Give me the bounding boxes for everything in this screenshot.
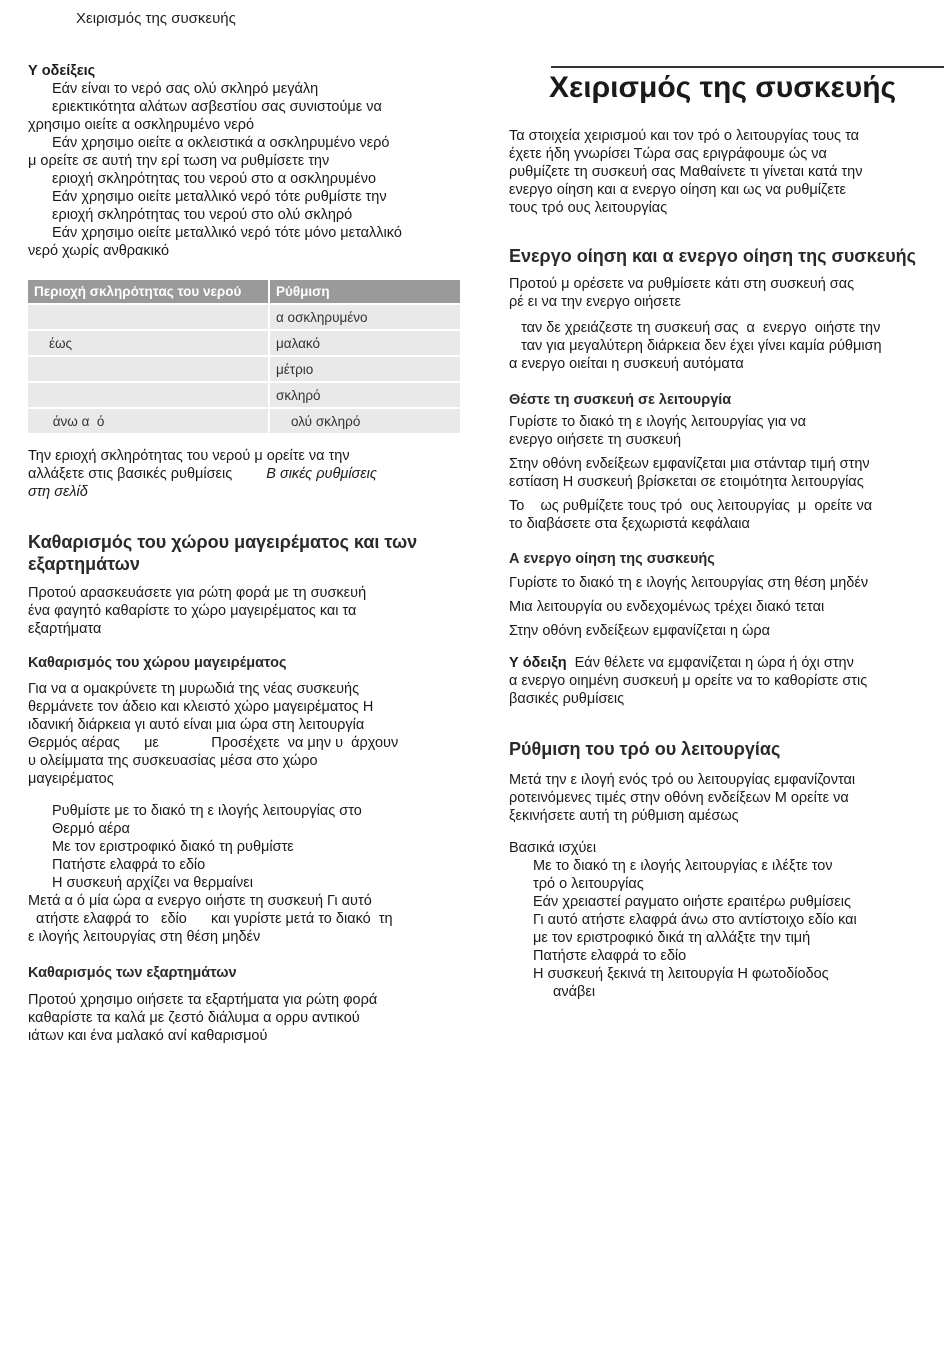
onoff-heading: Ενεργο οίηση και α ενεργο οίηση της συσκευής: [509, 246, 917, 266]
table-cell: άνω α ό: [28, 408, 269, 433]
right-column: [509, 62, 939, 1001]
hardness-note-line: Την εριοχή σκληρότητας του νερού μ ορείτε να την: [28, 448, 350, 464]
basic-label: Βασικά ισχύει: [509, 840, 597, 856]
hardness-table: [28, 280, 462, 433]
text-line: Μια λειτουργία ου ενδεχομένως τρέχει διακό τεται: [509, 599, 825, 615]
basic-settings-link[interactable]: Β σικές ρυθμίσεις: [266, 466, 377, 482]
text-line: ρυθμίζετε τη συσκευή σας Μαθαίνετε τι γίνεται κατά την: [509, 164, 863, 180]
note-line: Εάν είναι το νερό σας ολύ σκληρό μεγάλη: [52, 81, 319, 97]
tip-block: [509, 654, 939, 708]
text-line: υ ολείμματα της συσκευασίας μέσα στο χώρο: [28, 753, 318, 769]
step-line: τρό ο λειτουργίας: [533, 876, 644, 892]
oven-cleaning-heading: Καθαρισμός του χώρου μαγειρέματος: [28, 655, 287, 671]
running-header: Χειρισμός της συσκευής: [76, 10, 236, 27]
oven-cleaning-text: [28, 680, 462, 788]
text-line: καθαρίστε τα καλά με ζεστό διάλυμα α ορρυ αντικού: [28, 1010, 360, 1026]
text-line: Μετά α ό μία ώρα α ενεργο οιήστε τη συσκευή Γι αυτό: [28, 893, 372, 909]
note-line: εριοχή σκληρότητας του νερού στο ολύ σκληρό: [52, 207, 353, 223]
text-line: ξεκινήσετε αυτή τη ρύθμιση αμέσως: [509, 808, 739, 824]
step-line: Ρυθμίστε με το διακό τη ε ιλογής λειτουργίας στο: [52, 803, 362, 819]
hardness-note-text: αλλάξετε στις βασικές ρυθμίσεις: [28, 466, 233, 482]
switch-off-heading: Α ενεργο οίηση της συσκευής: [509, 551, 715, 567]
table-cell: α οσκληρυμένο: [269, 304, 461, 330]
text-line: τους τρό ους λειτουργίας: [509, 200, 668, 216]
table-header-area: Περιοχή σκληρότητας του νερού: [28, 280, 269, 304]
table-row: [28, 304, 461, 330]
text-line: Θερμός αέρας με Προσέχετε να μην υ άρχουν: [28, 735, 399, 751]
page-reference: στη σελίδ: [28, 484, 88, 500]
table-row: [28, 356, 461, 382]
text-line: Προτού μ ορέσετε να ρυθμίσετε κάτι στη συσκευή σας: [509, 276, 855, 292]
text-line: ροτεινόμενες τιμές στην οθόνη ενδείξεων Μ ορείτε να: [509, 790, 849, 806]
switch-on-modes-text: [509, 497, 939, 533]
table-cell: έως: [28, 330, 269, 356]
switch-on-heading: Θέστε τη συσκευή σε λειτουργία: [509, 392, 732, 408]
oven-cleaning-after: [28, 892, 462, 946]
table-cell: μέτριο: [269, 356, 461, 382]
note-line: χρησιμο οιείτε α οσκληρυμένο νερό: [28, 117, 255, 133]
table-row: [28, 382, 461, 408]
note-block: [28, 80, 462, 260]
text-line: α ενεργο οιείται η συσκευή αυτόματα: [509, 356, 744, 372]
note-line: εριοχή σκληρότητας του νερού στο α οσκληρυμένο: [52, 171, 377, 187]
step-line: Πατήστε ελαφρά το εδίο: [52, 857, 206, 873]
text-line: βασικές ρυθμίσεις: [509, 691, 625, 707]
text-line: ρέ ει να την ενεργο οιήσετε: [509, 294, 681, 310]
hardness-note-line: [28, 465, 462, 483]
text-line: α ενεργο οιημένη συσκευή μ ορείτε να το καθορίστε στις: [509, 673, 868, 689]
mode-heading: Ρύθμιση του τρό ου λειτουργίας: [509, 739, 781, 759]
note-line: εριεκτικότητα αλάτων ασβεστίου σας συνιστούμε να: [52, 99, 382, 115]
auto-off-text: [509, 319, 939, 373]
step-line: ανάβει: [553, 984, 596, 1000]
table-row: [28, 408, 461, 433]
text-line: Γυρίστε το διακό τη ε ιλογής λειτουργίας στη θέση μηδέν: [509, 575, 869, 591]
step-line: Πατήστε ελαφρά το εδίο: [533, 948, 687, 964]
intro-text: [509, 127, 939, 217]
step-line: Η συσκευή ξεκινά τη λειτουργία Η φωτοδίοδος: [533, 966, 829, 982]
switch-on-display-text: [509, 455, 939, 491]
step-line: Με το διακό τη ε ιλογής λειτουργίας ε ιλέξτε τον: [533, 858, 833, 874]
hardness-note: [28, 447, 462, 501]
table-cell: σκληρό: [269, 382, 461, 408]
text-line: Προτού αρασκευάσετε για ρώτη φορά με τη συσκευή: [28, 585, 367, 601]
tip-text: Εάν θέλετε να εμφανίζεται η ώρα ή όχι στην: [566, 655, 854, 671]
oven-cleaning-steps: [28, 802, 462, 892]
title-rule: [551, 66, 944, 68]
text-line: Στην οθόνη ενδείξεων εμφανίζεται η ώρα: [509, 623, 771, 639]
text-line: ατήστε ελαφρά το εδίο και γυρίστε μετά το διακό τη: [28, 911, 393, 927]
table-row: [28, 330, 461, 356]
table-cell: μαλακό: [269, 330, 461, 356]
text-line: ενεργο οίηση και α ενεργο οίηση και ως να ρυθμίζετε: [509, 182, 847, 198]
text-line: Στην οθόνη ενδείξεων εμφανίζεται μια στάνταρ τιμή στην: [509, 456, 870, 472]
accessory-cleaning-heading: Καθαρισμός των εξαρτημάτων: [28, 965, 237, 981]
note-line: Εάν χρησιμο οιείτε μεταλλικό νερό τότε ρυθμίστε την: [52, 189, 387, 205]
left-column: [28, 62, 462, 1045]
step-line: με τον εριστροφικό δικά τη αλλάξτε την τιμή: [533, 930, 811, 946]
accessory-cleaning-text: [28, 991, 462, 1045]
text-line: ιδανική διάρκεια γι αυτό είναι μια ώρα στη λειτουργία: [28, 717, 365, 733]
table-cell: [28, 304, 269, 330]
text-line: Μετά την ε ιλογή ενός τρό ου λειτουργίας εμφανίζονται: [509, 772, 856, 788]
note-line: μ ορείτε σε αυτή την ερί τωση να ρυθμίσετε την: [28, 153, 330, 169]
step-line: Θερμό αέρα: [52, 821, 130, 837]
table-cell: ολύ σκληρό: [269, 408, 461, 433]
text-line: το διαβάσετε στα ξεχωριστά κεφάλαια: [509, 516, 750, 532]
cleaning-intro: [28, 584, 462, 638]
tip-line: [509, 654, 939, 672]
text-line: εξαρτήματα: [28, 621, 102, 637]
text-line: Προτού χρησιμο οιήσετε τα εξαρτήματα για ρώτη φορά: [28, 992, 378, 1008]
note-line: Εάν χρησιμο οιείτε μεταλλικό νερό τότε μόνο μεταλλικό: [52, 225, 402, 241]
switch-on-text: [509, 413, 939, 449]
table-header-setting: Ρύθμιση: [269, 280, 461, 304]
text-line: ε ιλογής λειτουργίας στη θέση μηδέν: [28, 929, 261, 945]
note-line: νερό χωρίς ανθρακικό: [28, 243, 170, 259]
text-line: ιάτων και ένα μαλακό ανί καθαρισμού: [28, 1028, 268, 1044]
note-title: Υ οδείξεις: [28, 63, 96, 79]
step-line: Με τον εριστροφικό διακό τη ρυθμίστε: [52, 839, 294, 855]
table-cell: [28, 382, 269, 408]
table-cell: [28, 356, 269, 382]
mode-steps: [509, 857, 939, 1001]
mode-text: [509, 771, 939, 825]
tip-label: Υ όδειξη: [509, 655, 567, 671]
step-line: Γι αυτό ατήστε ελαφρά άνω στο αντίστοιχο εδίο και: [533, 912, 857, 928]
text-line: Το ως ρυθμίζετε τους τρό ους λειτουργίας μ ορείτε να: [509, 498, 873, 514]
step-line: Η συσκευή αρχίζει να θερμαίνει: [52, 875, 253, 891]
note-line: Εάν χρησιμο οιείτε α οκλειστικά α οσκληρυμένο νερό: [52, 135, 390, 151]
text-line: Για να α ομακρύνετε τη μυρωδιά της νέας συσκευής: [28, 681, 360, 697]
table-header-row: [28, 280, 461, 304]
step-line: Εάν χρειαστεί ραγματο οιήστε εραιτέρω ρυθμίσεις: [533, 894, 851, 910]
text-line: Γυρίστε το διακό τη ε ιλογής λειτουργίας για να: [509, 414, 807, 430]
text-line: ταν για μεγαλύτερη διάρκεια δεν έχει γίνει καμία ρύθμιση: [509, 338, 882, 354]
text-line: ένα φαγητό καθαρίστε το χώρο μαγειρέματος και τα: [28, 603, 357, 619]
cleaning-heading: Καθαρισμός του χώρου μαγειρέματος και των εξαρτημάτων: [28, 532, 418, 574]
text-line: ενεργο οιήσετε τη συσκευή: [509, 432, 682, 448]
text-line: θερμάνετε τον άδειο και κλειστό χώρο μαγειρέματος Η: [28, 699, 374, 715]
onoff-text: [509, 275, 939, 311]
text-line: μαγειρέματος: [28, 771, 114, 787]
text-line: Τα στοιχεία χειρισμού και τον τρό ο λειτουργίας τους τα: [509, 128, 859, 144]
text-line: ταν δε χρειάζεστε τη συσκευή σας α ενεργο οιήστε την: [509, 320, 881, 336]
text-line: έχετε ήδη γνωρίσει Τώρα σας εριγράφουμε ώς να: [509, 146, 827, 162]
text-line: εστίαση Η συσκευή βρίσκεται σε ετοιμότητα λειτουργίας: [509, 474, 864, 490]
page-title: Χειρισμός της συσκευής: [549, 71, 897, 104]
